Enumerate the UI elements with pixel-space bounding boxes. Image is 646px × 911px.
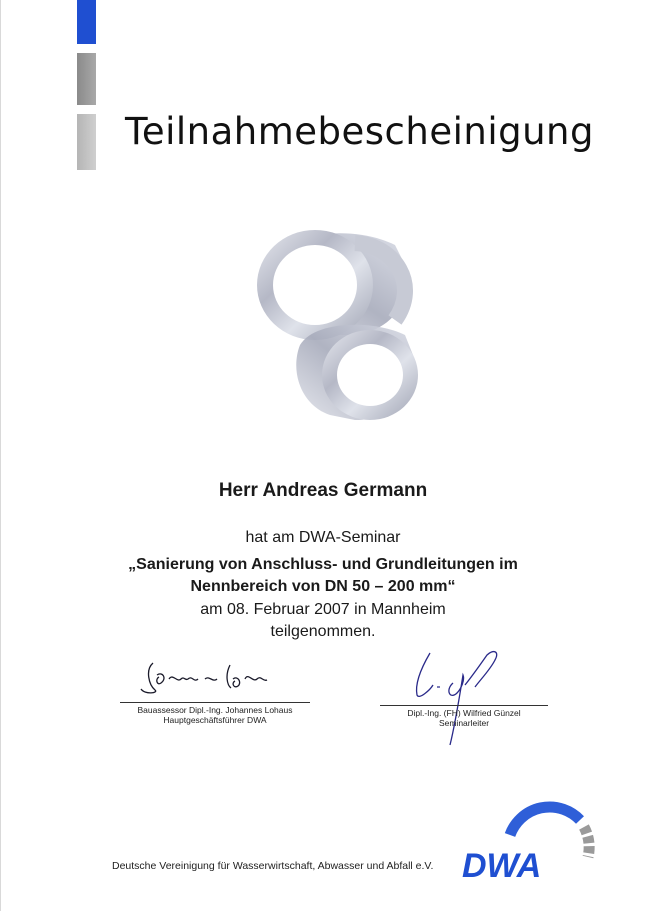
signature-line-right	[380, 705, 548, 706]
signature-line-left	[120, 702, 310, 703]
signatory-left-name: Bauassessor Dipl.-Ing. Johannes Lohaus	[137, 705, 293, 715]
footer-organization: Deutsche Vereinigung für Wasserwirtschaft, Abwasser und Abfall e.V.	[112, 860, 434, 872]
signatory-right-role: Seminarleiter	[438, 718, 490, 728]
accent-bar-blue	[77, 0, 96, 44]
seminar-title-line-1: „Sanierung von Anschluss- und Grundleitungen im	[128, 556, 518, 573]
signature-right	[395, 645, 525, 755]
signatory-left	[120, 705, 310, 725]
body-line-1: hat am DWA-Seminar	[245, 529, 401, 546]
signatory-right	[380, 708, 548, 728]
body-line-closing: teilgenommen.	[270, 623, 376, 640]
seminar-title-line-2: Nennbereich von DN 50 – 200 mm“	[190, 578, 456, 595]
signature-left	[135, 655, 285, 700]
page-title: Teilnahmebescheinigung	[125, 110, 594, 153]
pipe-rings-graphic	[245, 225, 435, 425]
signatory-right-name: Dipl.-Ing. (FH) Wilfried Günzel	[407, 708, 521, 718]
accent-bar-gray	[77, 53, 96, 105]
date-location: am 08. Februar 2007 in Mannheim	[200, 601, 446, 618]
recipient-name: Herr Andreas Germann	[218, 480, 428, 501]
dwa-logo	[460, 795, 595, 885]
signatory-left-role: Hauptgeschäftsführer DWA	[163, 715, 267, 725]
accent-bar-light-gray	[77, 114, 96, 170]
dwa-logo-text: DWA	[462, 847, 542, 885]
